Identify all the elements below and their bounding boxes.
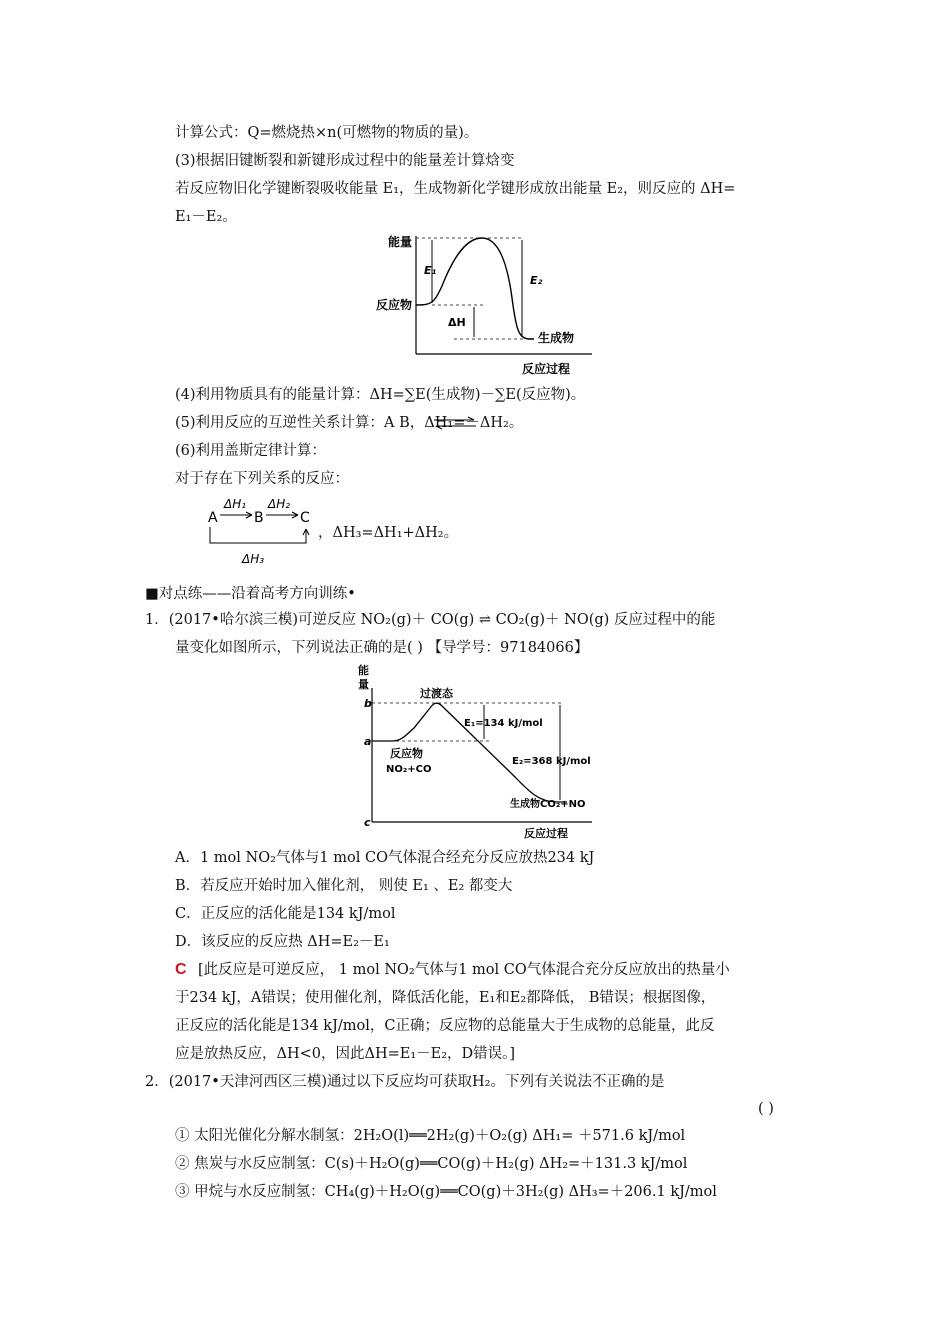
- item3-title: (3)根据旧键断裂和新键形成过程中的能量差计算焓变: [175, 153, 515, 169]
- product-label: 生成物CO₂+NO: [510, 799, 586, 810]
- hess-dh3: ΔH₃: [242, 552, 265, 566]
- dh-label: ΔH: [448, 316, 466, 329]
- item5: (5)利用反应的互逆性关系计算：A B，ΔH₁=－ΔH₂。: [175, 415, 524, 431]
- q1-answer-letter: C: [175, 961, 187, 978]
- e2-label: E₂=368 kJ/mol: [512, 756, 591, 767]
- formula-line: 计算公式：Q=燃烧热×n(可燃物的物质的量)。: [175, 125, 479, 141]
- item4: (4)利用物质具有的能量计算：ΔH=∑E(生成物)－∑E(反应物)。: [175, 387, 586, 403]
- e2-label: E₂: [530, 274, 543, 287]
- q1-line1: 1．(2017•哈尔滨三模)可逆反应 NO₂(g)＋ CO(g) ⇌ CO₂(g)＋ NO(g) 反应过程中的能: [145, 612, 716, 628]
- hess-b: B: [254, 510, 264, 526]
- y-label-2: 量: [358, 678, 369, 691]
- e1-label: E₁: [424, 264, 437, 277]
- hess-diagram: [198, 493, 323, 571]
- item3-text-a: 若反应物旧化学键断裂吸收能量 E₁，生成物新化学键形成放出能量 E₂，则反应的 ΔH=: [175, 181, 736, 197]
- q2-bracket: ( ): [758, 1101, 774, 1117]
- reactant-formula: NO₂+CO: [386, 764, 432, 775]
- practice-header: ■对点练——沿着高考方向训练•: [145, 586, 356, 602]
- q1-explanation-1: [此反应是可逆反应， 1 mol NO₂气体与1 mol CO气体混合充分反应放出的热量小: [198, 962, 730, 978]
- q1-option-d: D．该反应的反应热 ΔH=E₂－E₁: [175, 934, 390, 950]
- item3-text-b: E₁－E₂。: [175, 209, 237, 225]
- q1-explanation-2: 于234 kJ，A错误；使用催化剂，降低活化能，E₁和E₂都降低， B错误；根据图像，: [175, 990, 716, 1006]
- item6: (6)利用盖斯定律计算：: [175, 443, 327, 459]
- x-label: 反应过程: [524, 827, 568, 840]
- q1-option-b: B．若反应开始时加入催化剂， 则使 E₁ 、E₂ 都变大: [175, 878, 513, 894]
- product-label: 生成物: [538, 331, 575, 345]
- hess-dh2: ΔH₂: [268, 497, 291, 511]
- y-label-1: 能: [358, 664, 369, 677]
- q1-option-a: A．1 mol NO₂气体与1 mol CO气体混合经充分反应放热234 kJ: [175, 850, 595, 866]
- energy-diagram-1: [370, 228, 600, 378]
- y-label: 能量: [387, 235, 412, 249]
- q1-explanation-4: 应是放热反应，ΔH<0，因此ΔH=E₁－E₂，D错误。]: [175, 1046, 516, 1062]
- q2-reaction-3: ③ 甲烷与水反应制氢：CH₄(g)＋H₂O(g)══CO(g)＋3H₂(g) ΔH₃=＋206.1 kJ/mol: [175, 1184, 717, 1200]
- item6-text: 对于存在下列关系的反应：: [175, 471, 349, 487]
- tick-b: b: [364, 697, 372, 710]
- reversible-arrows-icon: [430, 415, 480, 431]
- tick-a: a: [364, 735, 372, 748]
- hess-a: A: [208, 510, 218, 526]
- q2-reaction-1: ① 太阳光催化分解水制氢：2H₂O(l)══2H₂(g)＋O₂(g) ΔH₁= ＋571.6 kJ/mol: [175, 1128, 686, 1144]
- q1-explanation-3: 正反应的活化能是134 kJ/mol，C正确；反应物的总能量大于生成物的总能量，此反: [175, 1018, 715, 1034]
- q2-line1: 2．(2017•天津河西区三模)通过以下反应均可获取H₂。下列有关说法不正确的是: [145, 1074, 665, 1090]
- hess-dh1: ΔH₁: [224, 497, 247, 511]
- reactant-label: 反应物: [375, 298, 412, 312]
- transition-label: 过渡态: [420, 687, 453, 700]
- energy-curve: [416, 238, 534, 339]
- energy-diagram-2: [352, 662, 602, 840]
- q1-line2: 量变化如图所示，下列说法正确的是( ) 【导学号：97184066】: [175, 640, 589, 656]
- q2-reaction-2: ② 焦炭与水反应制氢：C(s)＋H₂O(g)══CO(g)＋H₂(g) ΔH₂=＋131.3 kJ/mol: [175, 1156, 688, 1172]
- q1-option-c: C．正反应的活化能是134 kJ/mol: [175, 906, 396, 922]
- e1-label: E₁=134 kJ/mol: [464, 718, 543, 729]
- hess-result: ，ΔH₃=ΔH₁+ΔH₂。: [318, 525, 459, 541]
- reactant-label: 反应物: [390, 747, 423, 760]
- hess-c: C: [300, 510, 310, 526]
- tick-c: c: [364, 816, 371, 829]
- x-label: 反应过程: [522, 362, 571, 376]
